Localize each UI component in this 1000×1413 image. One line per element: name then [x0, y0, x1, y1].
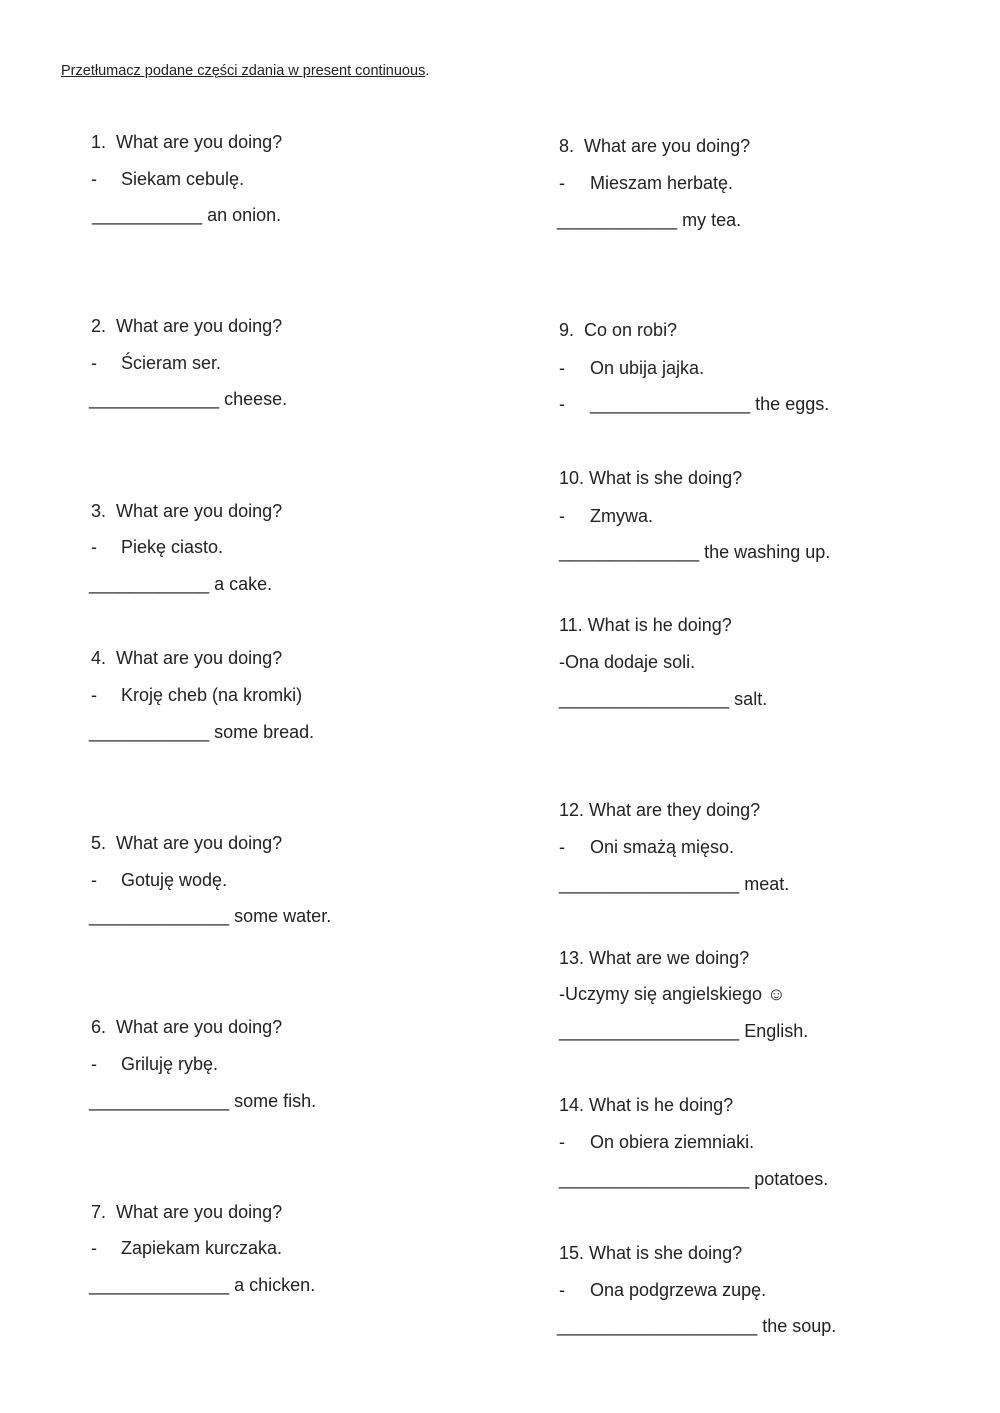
dash: -: [559, 173, 565, 193]
dash: -: [559, 358, 565, 378]
answer-blank: ______________ the washing up.: [559, 542, 831, 562]
question: 1. What are you doing?: [91, 132, 283, 152]
question: 14. What is he doing?: [559, 1095, 734, 1115]
polish-sentence: -Ona dodaje soli.: [559, 652, 696, 672]
dash: -: [559, 1132, 565, 1152]
dash: -: [559, 1280, 565, 1300]
answer-blank: ___________ an onion.: [92, 205, 282, 225]
answer-blank: ___________________ potatoes.: [559, 1169, 829, 1189]
instruction: [61, 62, 429, 80]
polish-sentence: Piekę ciasto.: [121, 537, 224, 557]
answer-blank: ________________ the eggs.: [590, 394, 830, 414]
dash: -: [91, 685, 97, 705]
answer-blank: ____________________ the soup.: [557, 1316, 837, 1336]
answer-blank: ____________ some bread.: [89, 722, 315, 742]
question: 11. What is he doing?: [559, 615, 732, 635]
question: 9. Co on robi?: [559, 320, 678, 340]
answer-blank: ____________ a cake.: [89, 574, 273, 594]
dash: -: [559, 506, 565, 526]
question: 4. What are you doing?: [91, 648, 283, 668]
question: 2. What are you doing?: [91, 316, 283, 336]
question: 6. What are you doing?: [91, 1017, 283, 1037]
polish-sentence: Griluję rybę.: [121, 1054, 219, 1074]
polish-sentence: Zapiekam kurczaka.: [121, 1238, 283, 1258]
polish-sentence: Mieszam herbatę.: [590, 173, 734, 193]
answer-blank: __________________ meat.: [559, 874, 790, 894]
question: 13. What are we doing?: [559, 948, 750, 968]
polish-sentence: Gotuję wodę.: [121, 870, 228, 890]
polish-sentence: Kroję cheb (na kromki): [121, 685, 303, 705]
question: 15. What is she doing?: [559, 1243, 743, 1263]
question: 3. What are you doing?: [91, 501, 283, 521]
answer-blank: ______________ some fish.: [89, 1091, 317, 1111]
answer-blank: _____________ cheese.: [89, 389, 288, 409]
question: 7. What are you doing?: [91, 1202, 283, 1222]
dash: -: [91, 1238, 97, 1258]
polish-sentence: On ubija jajka.: [590, 358, 705, 378]
question: 5. What are you doing?: [91, 833, 283, 853]
question: 10. What is she doing?: [559, 468, 743, 488]
answer-blank: __________________ English.: [559, 1021, 809, 1041]
instruction-text: Przetłumacz podane części zdania w present continuous: [61, 63, 426, 79]
dash: -: [91, 1054, 97, 1074]
dash: -: [559, 837, 565, 857]
question: 8. What are you doing?: [559, 136, 751, 156]
polish-sentence: On obiera ziemniaki.: [590, 1132, 755, 1152]
polish-sentence: Ona podgrzewa zupę.: [590, 1280, 767, 1300]
polish-sentence: Siekam cebulę.: [121, 169, 245, 189]
dash: -: [91, 353, 97, 373]
dash: -: [91, 537, 97, 557]
answer-blank: ______________ a chicken.: [89, 1275, 316, 1295]
polish-sentence: Zmywa.: [590, 506, 653, 526]
instruction-period: .: [425, 63, 430, 79]
question: 12. What are they doing?: [559, 800, 761, 820]
dash: -: [559, 394, 565, 414]
polish-sentence: -Uczymy się angielskiego ☺: [559, 984, 786, 1004]
polish-sentence: Ścieram ser.: [121, 353, 222, 373]
answer-blank: ______________ some water.: [89, 906, 332, 926]
answer-blank: ____________ my tea.: [557, 210, 742, 230]
polish-sentence: Oni smażą mięso.: [590, 837, 735, 857]
answer-blank: _________________ salt.: [559, 689, 768, 709]
dash: -: [91, 870, 97, 890]
dash: -: [91, 169, 97, 189]
